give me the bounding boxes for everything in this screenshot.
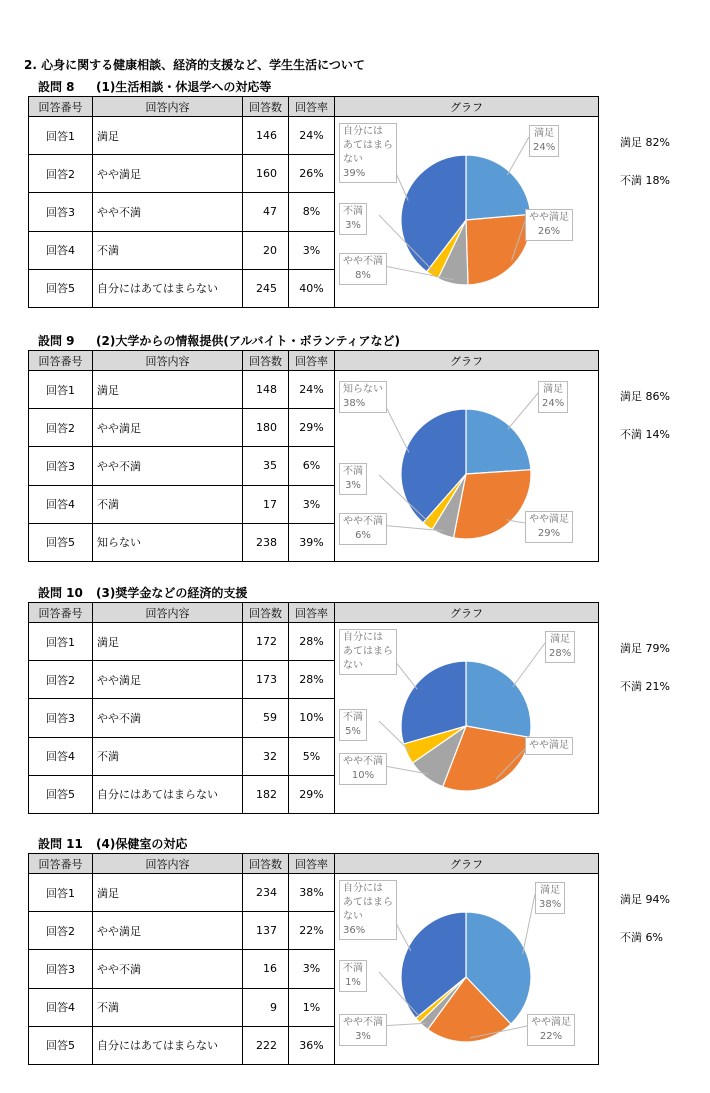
answer-content: 不満 [93, 737, 243, 775]
column-header: 回答番号 [29, 603, 93, 623]
graph-cell [335, 371, 599, 562]
section-heading [38, 332, 400, 349]
slice-label-text: 22% [539, 1031, 563, 1042]
answer-count: 180 [243, 409, 289, 447]
slice-label-text: あてはまら [343, 140, 393, 151]
slice-label-text: 28% [549, 648, 572, 659]
satisfied-summary: 満足 86% [620, 390, 670, 403]
slice-label [339, 381, 387, 413]
answer-content: 満足 [93, 623, 243, 661]
answer-number: 回答5 [29, 1026, 93, 1064]
slice-label [339, 513, 387, 545]
slice-label-text: ない [343, 911, 363, 922]
slice-label [525, 209, 573, 241]
dissatisfied-summary: 不満 14% [620, 428, 670, 441]
answer-rate: 24% [289, 117, 335, 155]
answer-content: やや満足 [93, 155, 243, 193]
slice-label [339, 123, 397, 183]
answer-rate: 10% [289, 699, 335, 737]
slice-label [339, 709, 367, 741]
answer-content: 不満 [93, 988, 243, 1026]
slice-label-text: 1% [345, 977, 361, 988]
answer-rate: 5% [289, 737, 335, 775]
satisfied-summary: 満足 79% [620, 642, 670, 655]
answer-number: 回答2 [29, 409, 93, 447]
slice-label [339, 880, 397, 940]
answer-rate: 29% [289, 775, 335, 813]
slice-label-text: 満足 [534, 128, 555, 139]
slice-label [339, 629, 397, 675]
question-number: 設問 8 [38, 80, 75, 94]
graph-cell [335, 117, 599, 308]
question-section [0, 835, 710, 1093]
answer-count: 234 [243, 874, 289, 912]
answer-count: 16 [243, 950, 289, 988]
answer-number: 回答3 [29, 950, 93, 988]
result-table [28, 96, 599, 308]
page-title: 2. 心身に関する健康相談、経済的支援など、学生生活について [24, 58, 365, 72]
slice-label-text: 自分には [343, 883, 383, 894]
answer-count: 59 [243, 699, 289, 737]
answer-rate: 6% [289, 447, 335, 485]
slice-label-text: 3% [355, 1031, 371, 1042]
column-header: 回答率 [289, 97, 335, 117]
answer-content: やや不満 [93, 699, 243, 737]
answer-rate: 22% [289, 912, 335, 950]
column-header: 回答率 [289, 854, 335, 874]
answer-number: 回答1 [29, 371, 93, 409]
slice-label-text: 5% [345, 726, 361, 737]
slice-label-text: やや不満 [343, 516, 383, 527]
satisfied-summary: 満足 94% [620, 893, 670, 906]
slice-label-text: 満足 [550, 634, 571, 645]
slice-label-text: 満足 [543, 384, 564, 395]
pie-slice [466, 214, 531, 285]
slice-label-text: やや満足 [529, 740, 569, 751]
answer-content: 自分にはあてはまらない [93, 269, 243, 307]
question-number: 設問 10 [38, 586, 83, 600]
slice-label-text: 36% [343, 925, 366, 936]
answer-count: 173 [243, 661, 289, 699]
slice-label-text: 不満 [343, 466, 363, 477]
answer-number: 回答4 [29, 485, 93, 523]
answer-count: 160 [243, 155, 289, 193]
leader-line [507, 137, 529, 175]
answer-content: 満足 [93, 874, 243, 912]
answer-number: 回答4 [29, 737, 93, 775]
column-header: 回答番号 [29, 854, 93, 874]
slice-label-text: 38% [539, 899, 562, 910]
slice-label-text: 39% [343, 168, 366, 179]
slice-label-text: 3% [345, 480, 361, 491]
slice-label-text: 38% [343, 398, 366, 409]
slice-label-text: 3% [345, 220, 361, 231]
slice-label [535, 882, 565, 914]
answer-count: 137 [243, 912, 289, 950]
slice-label [339, 463, 367, 495]
slice-label-text: やや満足 [529, 514, 569, 525]
slice-label-text: 6% [355, 530, 371, 541]
column-header: 回答番号 [29, 97, 93, 117]
slice-label [545, 631, 575, 663]
answer-number: 回答1 [29, 117, 93, 155]
dissatisfied-summary: 不満 18% [620, 174, 670, 187]
slice-label [527, 1014, 575, 1046]
pie-slice [466, 661, 531, 738]
column-header: 回答率 [289, 351, 335, 371]
answer-rate: 29% [289, 409, 335, 447]
answer-rate: 36% [289, 1026, 335, 1064]
answer-content: 自分にはあてはまらない [93, 1026, 243, 1064]
result-table [28, 853, 599, 1065]
answer-content: やや満足 [93, 661, 243, 699]
answer-rate: 28% [289, 661, 335, 699]
column-header: グラフ [335, 97, 599, 117]
table-row [29, 874, 599, 912]
column-header: グラフ [335, 351, 599, 371]
slice-label [538, 381, 568, 413]
answer-content: 満足 [93, 371, 243, 409]
question-section [0, 332, 710, 590]
answer-rate: 26% [289, 155, 335, 193]
table-row [29, 623, 599, 661]
slice-label-text: 8% [355, 270, 371, 281]
question-title: (1)生活相談・休退学への対応等 [96, 80, 272, 94]
slice-label [525, 737, 573, 755]
answer-number: 回答1 [29, 623, 93, 661]
slice-label-text: ない [343, 154, 363, 165]
slice-label-text: あてはまら [343, 897, 393, 908]
column-header: 回答番号 [29, 351, 93, 371]
satisfied-summary: 満足 82% [620, 136, 670, 149]
slice-label-text: ない [343, 660, 363, 671]
table-row [29, 371, 599, 409]
question-title: (3)奨学金などの経済的支援 [96, 586, 248, 600]
result-table [28, 602, 599, 814]
answer-count: 148 [243, 371, 289, 409]
slice-label-text: 知らない [343, 384, 383, 395]
graph-cell [335, 623, 599, 814]
result-table [28, 350, 599, 562]
column-header: 回答内容 [93, 603, 243, 623]
slice-label-text: 24% [542, 398, 565, 409]
column-header: 回答率 [289, 603, 335, 623]
answer-count: 238 [243, 523, 289, 561]
answer-number: 回答5 [29, 269, 93, 307]
column-header: 回答数 [243, 351, 289, 371]
answer-content: やや満足 [93, 409, 243, 447]
slice-label-text: やや不満 [343, 256, 383, 267]
answer-number: 回答2 [29, 155, 93, 193]
leader-line [513, 643, 545, 687]
answer-number: 回答3 [29, 699, 93, 737]
question-section [0, 584, 710, 842]
slice-label-text: 26% [537, 226, 561, 237]
pie-chart [335, 117, 598, 307]
slice-label [339, 1014, 387, 1046]
question-title: (4)保健室の対応 [96, 837, 188, 851]
dissatisfied-summary: 不満 21% [620, 680, 670, 693]
pie-chart [335, 623, 598, 813]
column-header: 回答数 [243, 97, 289, 117]
pie-chart [335, 371, 598, 561]
slice-label [529, 125, 559, 157]
answer-content: やや満足 [93, 912, 243, 950]
leader-line [508, 393, 538, 429]
slice-label-text: 不満 [343, 712, 363, 723]
answer-content: 不満 [93, 231, 243, 269]
answer-count: 35 [243, 447, 289, 485]
slice-label-text: 満足 [540, 885, 561, 896]
answer-count: 17 [243, 485, 289, 523]
answer-count: 47 [243, 193, 289, 231]
table-row [29, 117, 599, 155]
answer-rate: 3% [289, 950, 335, 988]
slice-label-text: やや不満 [343, 1017, 383, 1028]
column-header: 回答数 [243, 603, 289, 623]
answer-rate: 3% [289, 485, 335, 523]
slice-label-text: 自分には [343, 632, 383, 643]
column-header: グラフ [335, 603, 599, 623]
answer-count: 172 [243, 623, 289, 661]
answer-content: やや不満 [93, 193, 243, 231]
answer-number: 回答4 [29, 988, 93, 1026]
question-section [0, 78, 710, 336]
slice-label-text: あてはまら [343, 646, 393, 657]
answer-content: やや不満 [93, 447, 243, 485]
pie-slice [466, 409, 531, 474]
answer-count: 146 [243, 117, 289, 155]
slice-label-text: 自分には [343, 126, 383, 137]
answer-count: 245 [243, 269, 289, 307]
answer-number: 回答5 [29, 523, 93, 561]
column-header: 回答内容 [93, 351, 243, 371]
answer-rate: 3% [289, 231, 335, 269]
answer-rate: 28% [289, 623, 335, 661]
column-header: 回答内容 [93, 97, 243, 117]
answer-rate: 8% [289, 193, 335, 231]
question-number: 設問 11 [38, 837, 83, 851]
slice-label [525, 511, 573, 543]
column-header: 回答内容 [93, 854, 243, 874]
section-heading [38, 78, 271, 95]
answer-count: 20 [243, 231, 289, 269]
graph-cell [335, 874, 599, 1065]
slice-label-text: やや満足 [531, 1017, 571, 1028]
slice-label [339, 253, 387, 285]
slice-label [339, 753, 387, 785]
slice-label-text: 29% [537, 528, 561, 539]
answer-rate: 38% [289, 874, 335, 912]
answer-content: やや不満 [93, 950, 243, 988]
slice-label [339, 203, 367, 235]
answer-number: 回答2 [29, 661, 93, 699]
dissatisfied-summary: 不満 6% [620, 931, 663, 944]
leader-line [523, 894, 535, 954]
answer-number: 回答3 [29, 447, 93, 485]
answer-count: 182 [243, 775, 289, 813]
answer-content: 自分にはあてはまらない [93, 775, 243, 813]
answer-rate: 40% [289, 269, 335, 307]
pie-slice [466, 155, 531, 220]
slice-label-text: 24% [533, 142, 556, 153]
answer-content: 不満 [93, 485, 243, 523]
answer-rate: 39% [289, 523, 335, 561]
answer-rate: 1% [289, 988, 335, 1026]
answer-content: 満足 [93, 117, 243, 155]
section-heading [38, 584, 247, 601]
answer-count: 32 [243, 737, 289, 775]
slice-label-text: やや満足 [529, 212, 569, 223]
section-heading [38, 835, 187, 852]
answer-number: 回答1 [29, 874, 93, 912]
slice-label-text: 不満 [343, 206, 363, 217]
answer-number: 回答2 [29, 912, 93, 950]
answer-content: 知らない [93, 523, 243, 561]
answer-number: 回答3 [29, 193, 93, 231]
column-header: グラフ [335, 854, 599, 874]
answer-count: 222 [243, 1026, 289, 1064]
answer-number: 回答5 [29, 775, 93, 813]
question-number: 設問 9 [38, 334, 75, 348]
column-header: 回答数 [243, 854, 289, 874]
answer-rate: 24% [289, 371, 335, 409]
answer-count: 9 [243, 988, 289, 1026]
pie-chart [335, 874, 598, 1064]
slice-label-text: やや不満 [343, 756, 383, 767]
slice-label-text: 不満 [343, 963, 363, 974]
answer-number: 回答4 [29, 231, 93, 269]
question-title: (2)大学からの情報提供(アルバイト・ボランティアなど) [96, 334, 401, 348]
slice-label [339, 960, 367, 992]
slice-label-text: 10% [351, 770, 375, 781]
